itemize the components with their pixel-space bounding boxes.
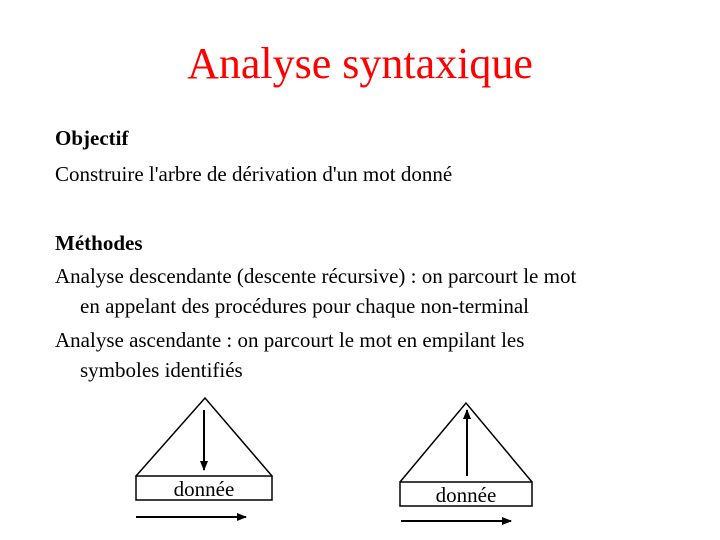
- objective-heading: Objectif: [55, 126, 129, 150]
- slide-title: Analyse syntaxique: [187, 39, 533, 88]
- method2-line2: symboles identifiés: [80, 358, 243, 382]
- methods-heading: Méthodes: [55, 231, 143, 255]
- method1-line2: en appelant des procédures pour chaque non-terminal: [80, 294, 529, 318]
- right-input-label: donnée: [435, 483, 497, 507]
- method1-line1: Analyse descendante (descente récursive) : on parcourt le mot: [55, 264, 577, 288]
- left-input-label: donnée: [173, 477, 235, 501]
- method2-line1: Analyse ascendante : on parcourt le mot en empilant les: [55, 328, 525, 352]
- objective-text: Construire l'arbre de dérivation d'un mot donné: [55, 162, 453, 186]
